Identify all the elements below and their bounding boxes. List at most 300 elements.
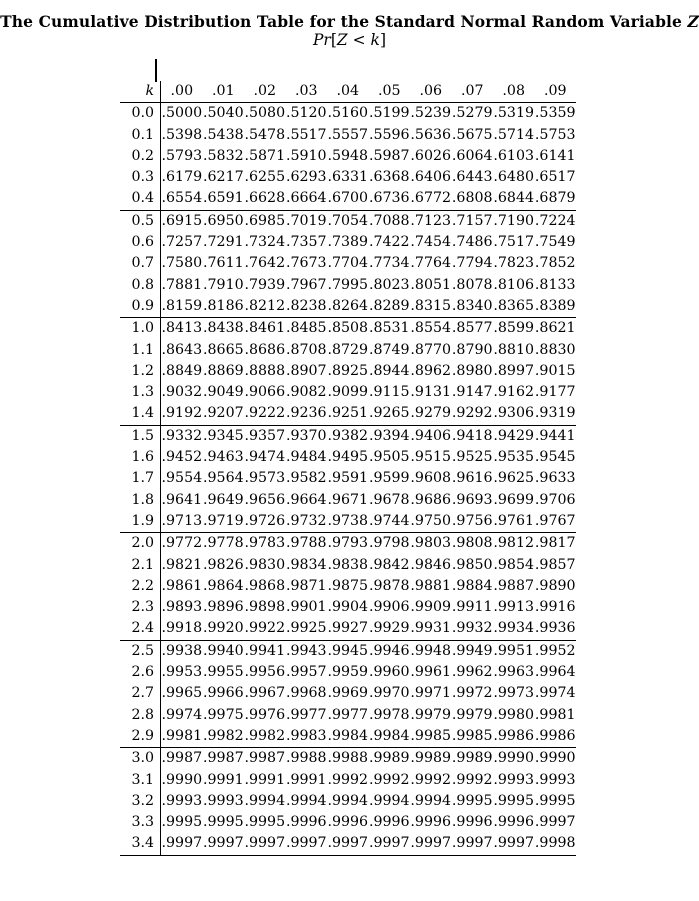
- probability-cell: .9901: [285, 599, 327, 616]
- row-k-value: 1.2: [120, 361, 161, 382]
- row-k-value: 3.1: [120, 770, 161, 791]
- probability-cell: .6480: [493, 169, 535, 186]
- probability-cell: .9955: [203, 664, 244, 681]
- probability-cell: .9875: [327, 577, 369, 594]
- probability-cell: .9826: [203, 556, 244, 573]
- row-k-value: 2.4: [120, 618, 161, 640]
- probability-cell: .8438: [203, 320, 244, 337]
- probability-cell: .7123: [410, 212, 452, 229]
- probability-cell: .7764: [410, 255, 452, 272]
- probability-cell: .9406: [410, 427, 452, 444]
- table-row: [120, 618, 576, 640]
- probability-cell: .9975: [203, 706, 244, 723]
- probability-cell: .9115: [368, 384, 410, 401]
- row-k-value: 0.0: [120, 103, 161, 125]
- probability-cell: .9978: [368, 706, 410, 723]
- vertical-rule: [155, 59, 157, 82]
- probability-cell: .9992: [451, 771, 493, 788]
- probability-cell: .9989: [410, 750, 452, 767]
- column-header: .08: [493, 81, 534, 103]
- row-k-value: 3.3: [120, 812, 161, 833]
- probability-cell: .9997: [410, 833, 451, 855]
- probability-cell: .5675: [451, 126, 493, 143]
- probability-cell: .8238: [286, 296, 327, 318]
- probability-cell: .9706: [534, 491, 576, 508]
- probability-cell: .9997: [369, 833, 410, 855]
- probability-cell: .8212: [244, 296, 285, 318]
- probability-cell: .9994: [410, 792, 452, 809]
- probability-cell: .7517: [493, 234, 535, 251]
- probability-cell: .8980: [451, 362, 493, 379]
- probability-cell: .9545: [534, 449, 576, 466]
- row-k-value: 2.2: [120, 576, 161, 597]
- probability-cell: .8186: [203, 296, 244, 318]
- table-row: [120, 833, 576, 855]
- probability-cell: .9015: [534, 362, 576, 379]
- probability-cell: .9345: [203, 427, 244, 444]
- probability-cell: .7549: [534, 234, 576, 251]
- probability-cell: .8133: [534, 276, 576, 293]
- probability-cell: .7580: [161, 255, 203, 272]
- probability-cell: .7157: [451, 212, 493, 229]
- probability-cell: .8485: [285, 320, 327, 337]
- probability-cell: .7486: [451, 234, 493, 251]
- probability-cell: .9994: [285, 792, 327, 809]
- probability-cell: .7257: [161, 234, 203, 251]
- table-row: [120, 662, 576, 683]
- probability-cell: .9934: [493, 618, 534, 640]
- probability-cell: .9980: [493, 706, 535, 723]
- row-k-value: 0.9: [120, 296, 161, 318]
- probability-cell: .9207: [203, 403, 244, 425]
- probability-cell: .9981: [161, 726, 203, 748]
- probability-cell: .9750: [410, 511, 451, 533]
- probability-cell: .9925: [286, 618, 327, 640]
- probability-cell: .9834: [285, 556, 327, 573]
- probability-cell: .6517: [534, 169, 576, 186]
- probability-cell: .9418: [451, 427, 493, 444]
- probability-cell: .9896: [203, 599, 244, 616]
- column-header: .09: [534, 81, 576, 103]
- row-k-value: 0.8: [120, 275, 161, 296]
- probability-cell: .9941: [244, 642, 286, 659]
- table-row: [120, 770, 576, 791]
- probability-cell: .9846: [410, 556, 452, 573]
- probability-cell: .8289: [369, 296, 410, 318]
- probability-cell: .7019: [285, 212, 327, 229]
- probability-cell: .9495: [327, 449, 369, 466]
- probability-cell: .7054: [327, 212, 369, 229]
- probability-cell: .9798: [368, 535, 410, 552]
- table-row: [120, 791, 576, 812]
- column-header: .01: [203, 81, 244, 103]
- probability-cell: .9916: [534, 599, 576, 616]
- probability-cell: .9608: [410, 470, 452, 487]
- probability-cell: .9850: [451, 556, 493, 573]
- probability-cell: .6591: [203, 188, 244, 210]
- probability-cell: .8315: [410, 296, 451, 318]
- probability-cell: .9998: [534, 833, 576, 855]
- probability-cell: .9964: [534, 664, 576, 681]
- probability-cell: .9996: [368, 814, 410, 831]
- document-subtitle: [0, 31, 699, 49]
- probability-cell: .9995: [161, 814, 203, 831]
- probability-cell: .9744: [369, 511, 410, 533]
- probability-cell: .7823: [493, 255, 535, 272]
- probability-cell: .6985: [244, 212, 286, 229]
- probability-cell: .9904: [327, 599, 369, 616]
- probability-cell: .9761: [493, 511, 534, 533]
- probability-cell: .9996: [493, 814, 535, 831]
- probability-cell: .6179: [161, 169, 203, 186]
- probability-cell: .8830: [534, 341, 576, 358]
- probability-cell: .7454: [410, 234, 452, 251]
- table-row: [120, 340, 576, 361]
- table-row: [120, 125, 576, 146]
- probability-cell: .9382: [327, 427, 369, 444]
- probability-cell: .9992: [410, 771, 452, 788]
- probability-cell: .8665: [203, 341, 244, 358]
- column-header: .04: [327, 81, 368, 103]
- probability-cell: .9881: [410, 577, 452, 594]
- probability-cell: .5438: [203, 126, 244, 143]
- probability-cell: .9987: [244, 750, 286, 767]
- probability-cell: .7291: [203, 234, 244, 251]
- probability-cell: .8508: [327, 320, 369, 337]
- probability-cell: .8577: [451, 320, 493, 337]
- probability-cell: .9830: [244, 556, 286, 573]
- probability-cell: .8925: [327, 362, 369, 379]
- column-header: .07: [451, 81, 492, 103]
- row-k-value: 1.9: [120, 511, 161, 533]
- table-row: [120, 726, 576, 748]
- probability-cell: .8531: [368, 320, 410, 337]
- row-k-value: 0.1: [120, 125, 161, 146]
- probability-cell: .6844: [493, 188, 534, 210]
- probability-cell: .9871: [285, 577, 327, 594]
- probability-cell: .9854: [493, 556, 535, 573]
- probability-cell: .9997: [451, 833, 492, 855]
- table-row: [120, 425, 576, 447]
- probability-cell: .8849: [161, 362, 203, 379]
- probability-cell: .6141: [534, 147, 576, 164]
- probability-cell: .9756: [451, 511, 492, 533]
- probability-cell: .9949: [451, 642, 493, 659]
- probability-cell: .9649: [203, 491, 244, 508]
- probability-cell: .9772: [161, 535, 203, 552]
- probability-cell: .9861: [161, 577, 203, 594]
- probability-cell: .9995: [203, 814, 244, 831]
- table-row: [120, 403, 576, 425]
- probability-cell: .9996: [285, 814, 327, 831]
- probability-cell: .9732: [286, 511, 327, 533]
- probability-cell: .7967: [285, 276, 327, 293]
- table-row: [120, 555, 576, 576]
- probability-cell: .8413: [161, 320, 203, 337]
- table-row: [120, 597, 576, 618]
- probability-cell: .9394: [368, 427, 410, 444]
- probability-cell: .7704: [327, 255, 369, 272]
- probability-cell: .6736: [369, 188, 410, 210]
- probability-cell: .9968: [285, 685, 327, 702]
- probability-cell: .8869: [203, 362, 244, 379]
- probability-cell: .9966: [203, 685, 244, 702]
- probability-cell: .9265: [369, 403, 410, 425]
- probability-cell: .7852: [534, 255, 576, 272]
- row-k-value: 2.5: [120, 640, 161, 662]
- probability-cell: .9997: [534, 814, 576, 831]
- probability-cell: .5040: [203, 105, 244, 122]
- probability-cell: .9911: [451, 599, 493, 616]
- probability-cell: .9319: [534, 403, 576, 425]
- probability-cell: .9279: [410, 403, 451, 425]
- row-k-value: 0.7: [120, 253, 161, 274]
- probability-cell: .9976: [244, 706, 286, 723]
- probability-cell: .8907: [285, 362, 327, 379]
- probability-cell: .8621: [534, 320, 576, 337]
- probability-cell: .9890: [534, 577, 576, 594]
- probability-cell: .9842: [368, 556, 410, 573]
- probability-cell: .5517: [285, 126, 327, 143]
- probability-cell: .9992: [327, 771, 369, 788]
- probability-cell: .8770: [410, 341, 452, 358]
- probability-cell: .9812: [493, 535, 535, 552]
- row-k-value: 2.3: [120, 597, 161, 618]
- probability-cell: .9906: [368, 599, 410, 616]
- probability-cell: .8159: [161, 296, 203, 318]
- probability-cell: .9946: [368, 642, 410, 659]
- table-row: [120, 296, 576, 318]
- probability-cell: .9962: [451, 664, 493, 681]
- column-header: .05: [369, 81, 410, 103]
- probability-cell: .9713: [161, 511, 203, 533]
- probability-cell: .9974: [534, 685, 576, 702]
- probability-cell: .6554: [161, 188, 203, 210]
- probability-cell: .9564: [203, 470, 244, 487]
- table-row: [120, 447, 576, 468]
- probability-cell: .9997: [327, 833, 368, 855]
- probability-cell: .8888: [244, 362, 286, 379]
- probability-cell: .8708: [285, 341, 327, 358]
- probability-cell: .8554: [410, 320, 452, 337]
- probability-cell: .9893: [161, 599, 203, 616]
- probability-cell: .9977: [327, 706, 369, 723]
- table-row: [120, 103, 576, 125]
- probability-cell: .9994: [368, 792, 410, 809]
- probability-cell: .5199: [368, 105, 410, 122]
- probability-cell: .6064: [451, 147, 493, 164]
- probability-cell: .9429: [493, 427, 535, 444]
- row-k-value: 0.4: [120, 188, 161, 210]
- probability-cell: .6628: [244, 188, 285, 210]
- probability-cell: .9625: [493, 470, 535, 487]
- cdf-table: [120, 81, 576, 856]
- probability-cell: .9986: [493, 726, 534, 748]
- probability-cell: .9803: [410, 535, 452, 552]
- probability-cell: .9664: [285, 491, 327, 508]
- probability-cell: .8389: [534, 296, 576, 318]
- probability-cell: .6915: [161, 212, 203, 229]
- probability-cell: .7910: [203, 276, 244, 293]
- row-k-value: 2.8: [120, 705, 161, 726]
- probability-cell: .8264: [327, 296, 368, 318]
- probability-cell: .7422: [368, 234, 410, 251]
- row-k-value: 3.0: [120, 748, 161, 770]
- probability-cell: .9967: [244, 685, 286, 702]
- probability-cell: .9990: [534, 750, 576, 767]
- probability-cell: .5714: [493, 126, 535, 143]
- probability-cell: .5948: [327, 147, 369, 164]
- probability-cell: .6879: [534, 188, 576, 210]
- probability-cell: .5987: [368, 147, 410, 164]
- probability-cell: .8962: [410, 362, 452, 379]
- probability-cell: .9515: [410, 449, 452, 466]
- probability-cell: .5871: [244, 147, 286, 164]
- probability-cell: .9993: [493, 771, 535, 788]
- probability-cell: .9986: [534, 726, 576, 748]
- probability-cell: .6331: [327, 169, 369, 186]
- probability-cell: .8686: [244, 341, 286, 358]
- table-row: [120, 533, 576, 555]
- column-header: .02: [244, 81, 285, 103]
- probability-cell: .9927: [327, 618, 368, 640]
- probability-cell: .6772: [410, 188, 451, 210]
- column-header: .03: [286, 81, 327, 103]
- table-body: [120, 103, 576, 855]
- probability-cell: .9957: [285, 664, 327, 681]
- probability-cell: .6255: [244, 169, 286, 186]
- row-k-value: 1.0: [120, 318, 161, 340]
- probability-cell: .6368: [368, 169, 410, 186]
- probability-cell: .9656: [244, 491, 286, 508]
- probability-cell: .6443: [451, 169, 493, 186]
- probability-cell: .8997: [493, 362, 535, 379]
- row-k-value: 1.4: [120, 403, 161, 425]
- probability-cell: .9991: [244, 771, 286, 788]
- probability-cell: .9641: [161, 491, 203, 508]
- probability-cell: .9981: [534, 706, 576, 723]
- probability-cell: .9131: [410, 384, 452, 401]
- row-k-value: 1.8: [120, 490, 161, 511]
- probability-cell: .8810: [493, 341, 535, 358]
- probability-cell: .9474: [244, 449, 286, 466]
- probability-cell: .9979: [410, 706, 452, 723]
- table-row: [120, 275, 576, 296]
- probability-cell: .5398: [161, 126, 203, 143]
- probability-cell: .9990: [161, 771, 203, 788]
- table-row: [120, 361, 576, 382]
- probability-cell: .9920: [203, 618, 244, 640]
- probability-cell: .7611: [203, 255, 244, 272]
- probability-cell: .9984: [369, 726, 410, 748]
- probability-cell: .9974: [161, 706, 203, 723]
- row-k-value: 3.2: [120, 791, 161, 812]
- probability-cell: .5910: [285, 147, 327, 164]
- probability-cell: .6103: [493, 147, 535, 164]
- probability-cell: .5239: [410, 105, 452, 122]
- probability-cell: .9686: [410, 491, 452, 508]
- k-column-header: k: [120, 81, 161, 103]
- probability-cell: .9922: [244, 618, 285, 640]
- subtitle-close-bracket: ]: [379, 31, 386, 49]
- row-k-value: 2.9: [120, 726, 161, 748]
- row-k-value: 2.7: [120, 683, 161, 704]
- probability-cell: .7357: [285, 234, 327, 251]
- probability-cell: .9633: [534, 470, 576, 487]
- table-row: [120, 468, 576, 489]
- row-k-value: 2.6: [120, 662, 161, 683]
- probability-cell: .9463: [203, 449, 244, 466]
- probability-cell: .9699: [493, 491, 535, 508]
- subtitle-open-bracket: [: [330, 31, 337, 49]
- probability-cell: .9953: [161, 664, 203, 681]
- probability-cell: .9960: [368, 664, 410, 681]
- probability-cell: .7673: [285, 255, 327, 272]
- probability-cell: .5753: [534, 126, 576, 143]
- probability-cell: .5596: [368, 126, 410, 143]
- probability-cell: .9868: [244, 577, 286, 594]
- probability-cell: .9984: [327, 726, 368, 748]
- row-k-value: 1.7: [120, 468, 161, 489]
- table-row: [120, 253, 576, 274]
- probability-cell: .8461: [244, 320, 286, 337]
- column-header: .00: [161, 81, 203, 103]
- probability-cell: .9525: [451, 449, 493, 466]
- probability-cell: .9162: [493, 384, 535, 401]
- probability-cell: .8051: [410, 276, 452, 293]
- probability-cell: .9793: [327, 535, 369, 552]
- probability-cell: .9251: [327, 403, 368, 425]
- row-k-value: 2.1: [120, 555, 161, 576]
- probability-cell: .9929: [369, 618, 410, 640]
- probability-cell: .9857: [534, 556, 576, 573]
- probability-cell: .6700: [327, 188, 368, 210]
- probability-cell: .9693: [451, 491, 493, 508]
- probability-cell: .9995: [534, 792, 576, 809]
- probability-cell: .7224: [534, 212, 576, 229]
- probability-cell: .9918: [161, 618, 203, 640]
- table-row: [120, 640, 576, 662]
- probability-cell: .7088: [368, 212, 410, 229]
- probability-cell: .5478: [244, 126, 286, 143]
- probability-cell: .9943: [285, 642, 327, 659]
- probability-cell: .5080: [244, 105, 286, 122]
- probability-cell: .5279: [451, 105, 493, 122]
- probability-cell: .9959: [327, 664, 369, 681]
- probability-cell: .9082: [285, 384, 327, 401]
- probability-cell: .7642: [244, 255, 286, 272]
- probability-cell: .9993: [203, 792, 244, 809]
- probability-cell: .9887: [493, 577, 535, 594]
- probability-cell: .9370: [285, 427, 327, 444]
- probability-cell: .9989: [368, 750, 410, 767]
- table-row: [120, 812, 576, 833]
- probability-cell: .9987: [203, 750, 244, 767]
- probability-cell: .5160: [327, 105, 369, 122]
- probability-cell: .9554: [161, 470, 203, 487]
- row-k-value: 1.3: [120, 382, 161, 403]
- probability-cell: .9985: [410, 726, 451, 748]
- probability-cell: .9738: [327, 511, 368, 533]
- probability-cell: .9995: [244, 814, 286, 831]
- table-row: [120, 146, 576, 167]
- probability-cell: .9292: [451, 403, 492, 425]
- probability-cell: .9767: [534, 511, 576, 533]
- probability-cell: .9995: [451, 792, 493, 809]
- probability-cell: .9788: [285, 535, 327, 552]
- probability-cell: .9983: [286, 726, 327, 748]
- row-k-value: 1.5: [120, 425, 161, 447]
